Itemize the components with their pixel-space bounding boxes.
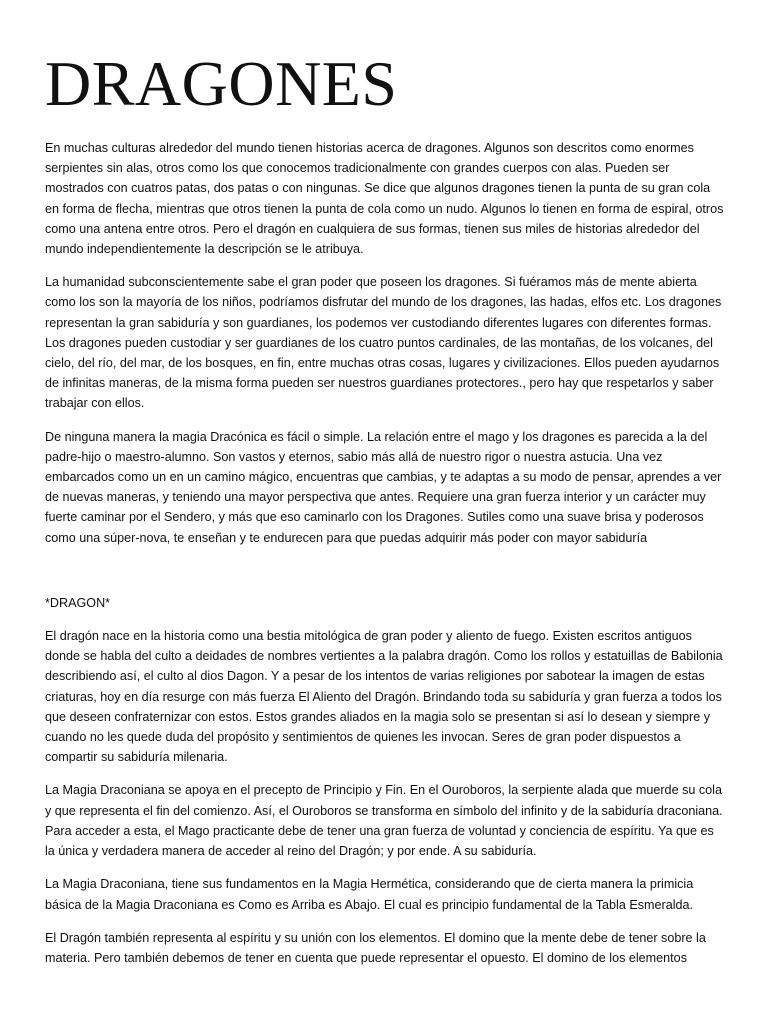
document-page	[45, 48, 725, 981]
paragraph-draconic-magic: De ninguna manera la magia Dracónica es fácil o simple. La relación entre el mago y los dragones es parecida a la del padre-hijo o maestro-alumno. Son vastos y eternos, sabio más allá de nuestro rigor o nuestra astucia. Una vez embarcados como un en un camino mágico, encuentras que cambias, y te adaptas a su modo de pensar, aprendes a ver de nuevas maneras, y teniendo una mayor perspectiva que antes. Requiere una gran fuerza interior y un carácter muy fuerte caminar por el Sendero, y más que eso caminarlo con los Dragones. Sutiles como una suave brisa y poderosos como una súper-nova, te enseñan y te endurecen para que puedas adquirir más poder con mayor sabiduría	[45, 429, 722, 545]
paragraph-spirit: El Dragón también representa al espíritu y su unión con los elementos. El domino que la mente debe de tener sobre la materia. Pero también debemos de tener en cuenta que puede representar el opuesto. El domino de los elementos	[45, 930, 706, 965]
paragraph-intro: En muchas culturas alrededor del mundo tienen historias acerca de dragones. Algunos son descritos como enormes serpientes sin alas, otros como los que conocemos tradicionalmente con grandes cuerpos con alas. Pueden ser mostrados con cuatros patas, dos patas o con ningunas. Se dice que algunos dragones tienen la punta de su gran cola en forma de flecha, mientras que otros tienen la punta de cola como un nudo. Algunos lo tienen en forma de espiral, otros como una antena entre otros. Pero el dragón en cualquiera de sus formas, tienen sus miles de historias alrededor del mundo independientemente la descripción se le atribuya.	[45, 141, 724, 257]
paragraph-dragon-history: El dragón nace en la historia como una bestia mitológica de gran poder y aliento de fuego. Existen escritos antiguos donde se habla del culto a deidades de nombres vertientes a la palabra dragón. Como los rollos y estatuillas de Babilonia describiendo así, el culto al dios Dagon. Y a pesar de los intentos de varias religiones por sabotear la imagen de estas criaturas, hoy en día resurge con más fuerza El Aliento del Dragón. Brindando toda su sabiduría y gran fuerza a todos los que deseen confraternizar con estos. Estos grandes aliados en la magia solo se presentan si así lo desean y siempre y cuando no les quede duda del propósito y sentimientos de quienes les invocan. Seres de gran poder dispuestos a compartir su sabiduría milenaria.	[45, 629, 723, 765]
paragraph-ouroboros: La Magia Draconiana se apoya en el precepto de Principio y Fin. En el Ouroboros, la serpiente alada que muerde su cola y que representa el fin del comienzo. Así, el Ouroboros se transforma en símbolo del infinito y de la sabiduría draconiana. Para acceder a esta, el Mago practicante debe de tener una gran fuerza de voluntad y conciencia de espíritu. Ya que es la única y verdadera manera de acceder al reino del Dragón; y por ende. A su sabiduría.	[45, 783, 723, 859]
section-heading: *DRAGON*	[45, 595, 111, 610]
section-spacer	[45, 561, 725, 593]
document-title: DRAGONES	[45, 48, 398, 119]
paragraph-hermetic: La Magia Draconiana, tiene sus fundamentos en la Magia Hermética, considerando que de cierta manera la primicia básica de la Magia Draconiana es Como es Arriba es Abajo. El cual es principio fundamental de la Tabla Esmeralda.	[45, 877, 694, 912]
paragraph-humanity: La humanidad subconscientemente sabe el gran poder que poseen los dragones. Si fuéramos más de mente abierta como los son la mayoría de los niños, podríamos disfrutar del mundo de los dragones, las hadas, elfos etc. Los dragones representan la gran sabiduría y son guardianes, los podemos ver custodiando diferentes lugares con diferentes formas. Los dragones pueden custodiar y ser guardianes de los cuatro puntos cardinales, de las montañas, de los volcanes, del cielo, del río, del mar, de los bosques, en fin, entre muchas otras cosas, lugares y civilizaciones. Ellos pueden ayudarnos de infinitas maneras, de la misma forma pueden ser nuestros guardianes protectores., pero hay que respetarlos y saber trabajar con ellos.	[45, 275, 722, 411]
